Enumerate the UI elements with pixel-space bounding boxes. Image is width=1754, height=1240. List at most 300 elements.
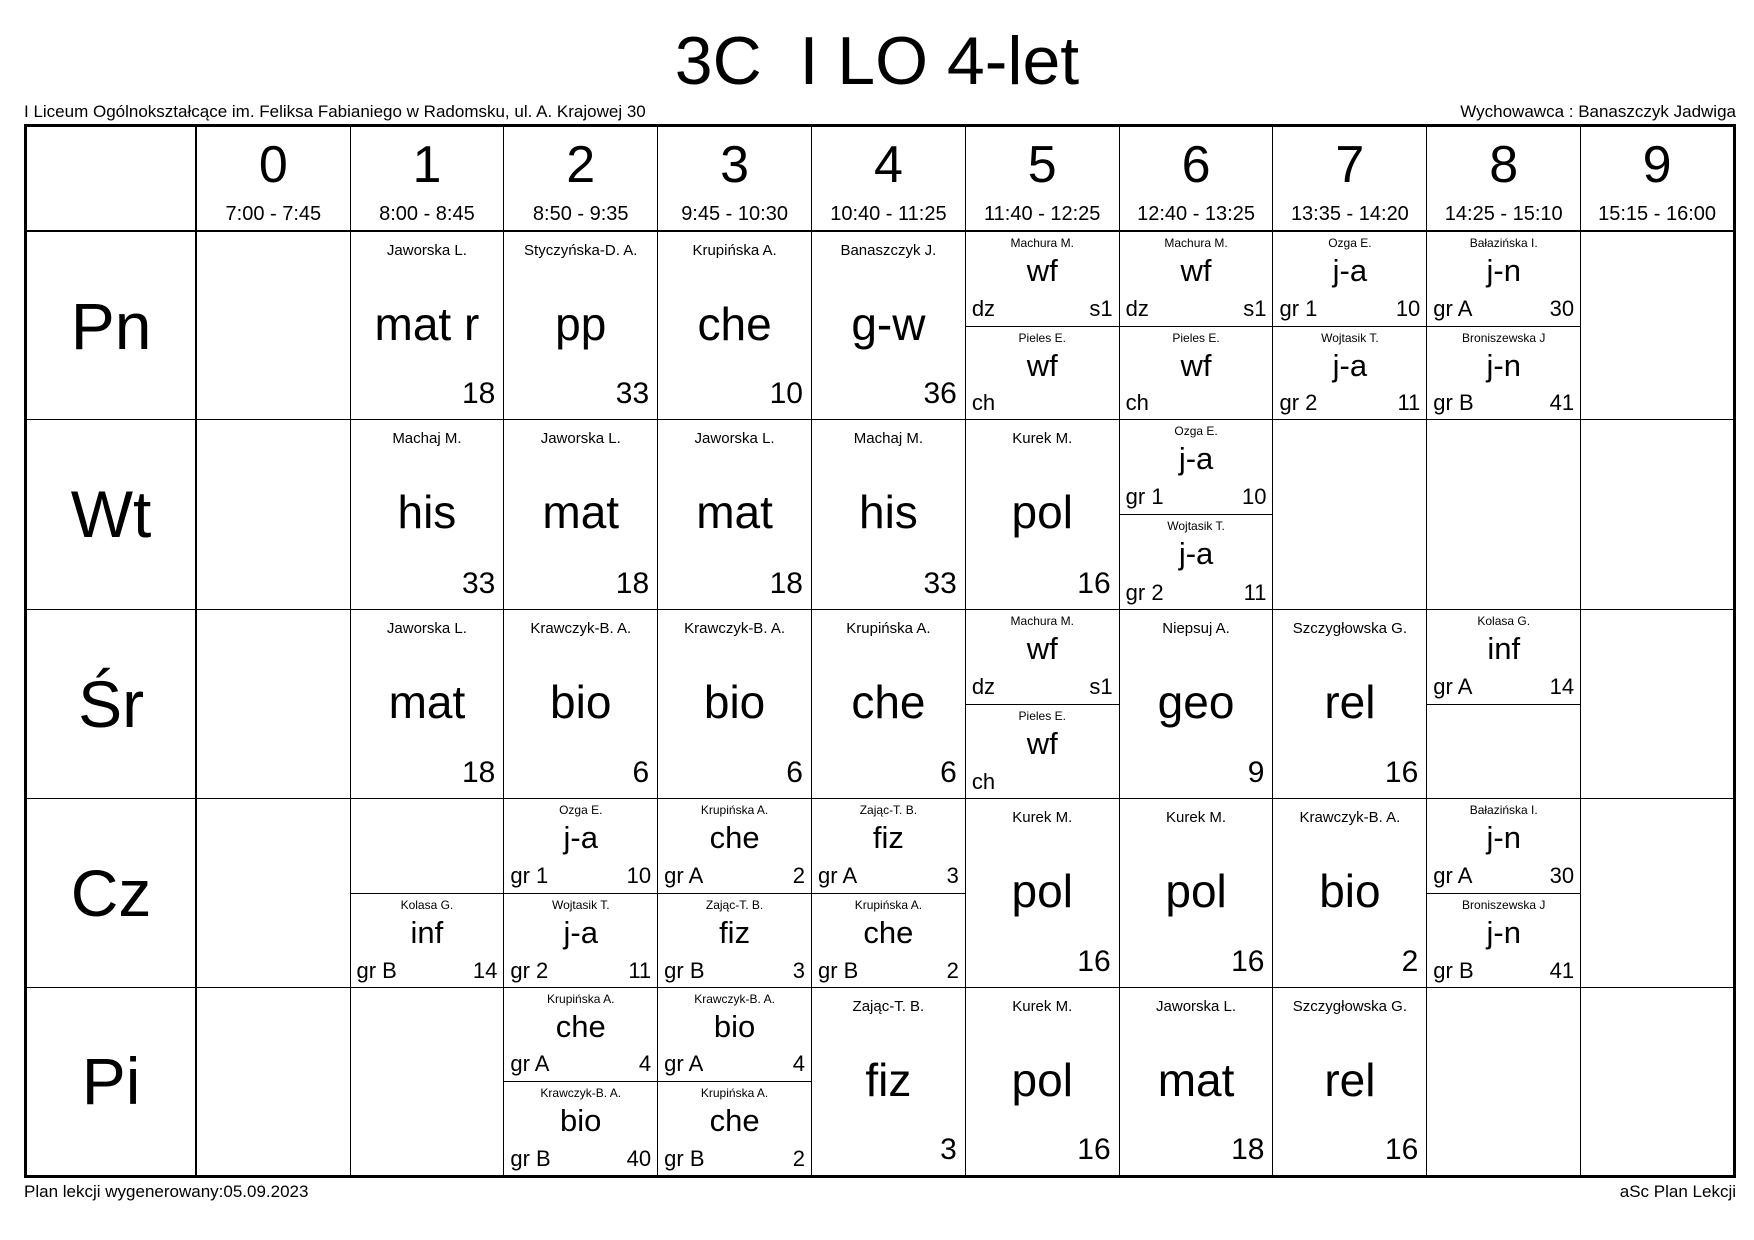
lesson-cell xyxy=(1273,987,1427,1176)
subject-name: j-a xyxy=(1178,536,1214,572)
teacher-name: Krawczyk-B. A. xyxy=(540,1086,622,1101)
lesson-cell xyxy=(811,987,965,1176)
room-number: 3 xyxy=(946,862,959,888)
teacher-name: Bałazińska I. xyxy=(1469,802,1538,817)
period-time: 9:45 - 10:30 xyxy=(681,202,788,225)
room-number: 16 xyxy=(1077,944,1111,978)
group-lesson xyxy=(966,232,1119,326)
period-time: 13:35 - 14:20 xyxy=(1290,202,1409,225)
room-number: 16 xyxy=(1077,566,1111,600)
lesson xyxy=(504,232,657,420)
lesson xyxy=(1120,799,1273,987)
teacher-name: Kolasa G. xyxy=(1477,613,1531,628)
group-label: ch xyxy=(971,390,996,416)
lesson xyxy=(504,420,657,608)
subject-name: che xyxy=(555,1008,606,1044)
teacher-name: Krupińska A. xyxy=(700,1086,769,1101)
period-number: 5 xyxy=(1027,136,1057,194)
room-number: 36 xyxy=(923,377,957,411)
period-number: 3 xyxy=(720,136,750,194)
day-cell xyxy=(26,231,197,420)
teacher-name: Szczygłowska G. xyxy=(1292,997,1407,1015)
teacher-name: Jaworska L. xyxy=(386,619,467,637)
day-name: Pi xyxy=(81,1044,141,1119)
period-number: 0 xyxy=(258,136,288,194)
subject-name: bio xyxy=(703,675,766,728)
room-number: s1 xyxy=(1089,295,1113,321)
teacher-name: Jaworska L. xyxy=(1156,997,1237,1015)
subject-name: wf xyxy=(1026,252,1058,288)
period-header xyxy=(196,126,350,231)
empty-cell xyxy=(196,231,350,420)
room-number: 16 xyxy=(1384,755,1419,789)
room-number: 2 xyxy=(1401,944,1419,978)
lesson xyxy=(504,610,657,798)
period-time: 11:40 - 12:25 xyxy=(984,202,1101,225)
room-number: 41 xyxy=(1549,390,1575,416)
room-number: 10 xyxy=(1395,295,1421,321)
teacher-name: Pieles E. xyxy=(1018,330,1066,345)
lesson-cell xyxy=(350,231,504,420)
empty-half xyxy=(351,799,504,893)
lesson xyxy=(812,988,965,1175)
room-number: 16 xyxy=(1077,1133,1111,1166)
lesson xyxy=(658,610,811,798)
teacher-name: Machura M. xyxy=(1164,235,1228,250)
teacher-name: Broniszewska J xyxy=(1462,897,1546,912)
group-lesson xyxy=(1120,326,1273,420)
group-label: ch xyxy=(1125,390,1149,416)
day-row xyxy=(26,420,1735,609)
period-header xyxy=(1119,126,1273,231)
subject-name: geo xyxy=(1157,675,1235,728)
teacher-name: Kurek M. xyxy=(1166,808,1227,826)
subject-name: che xyxy=(851,675,926,728)
subject-name: wf xyxy=(1180,347,1212,383)
group-lesson xyxy=(966,326,1119,420)
teacher-name: Krupińska A. xyxy=(692,241,777,259)
room-number: 6 xyxy=(632,755,650,789)
room-number: 33 xyxy=(615,377,650,411)
subject-name: pp xyxy=(555,297,607,350)
lesson-cell xyxy=(965,987,1119,1176)
room-number: 3 xyxy=(792,957,805,983)
lesson xyxy=(351,610,504,798)
group-lesson xyxy=(812,893,965,988)
teacher-name: Machaj M. xyxy=(392,430,462,448)
room-number: s1 xyxy=(1089,673,1113,699)
subject-name: g-w xyxy=(851,297,926,350)
teacher-name: Jaworska L. xyxy=(540,430,621,448)
room-number: 4 xyxy=(638,1051,652,1077)
teacher-name: Zając-T. B. xyxy=(705,897,764,912)
subject-name: his xyxy=(858,486,918,539)
day-cell xyxy=(26,987,197,1176)
period-time: 7:00 - 7:45 xyxy=(225,202,322,225)
lesson-cell xyxy=(1427,609,1581,798)
group-label: gr B xyxy=(510,1145,551,1171)
room-number: 18 xyxy=(769,566,803,600)
empty-cell xyxy=(1581,420,1735,609)
teacher-name: Krupińska A. xyxy=(700,802,769,817)
lesson-cell xyxy=(1119,798,1273,987)
subject-name: che xyxy=(697,297,772,350)
room-number: 10 xyxy=(1241,484,1267,510)
room-number: 14 xyxy=(1549,673,1575,699)
subject-name: j-a xyxy=(1332,347,1368,383)
subject-name: fiz xyxy=(719,914,751,950)
day-row xyxy=(26,798,1735,987)
subject-name: his xyxy=(397,486,457,539)
empty-cell xyxy=(1581,798,1735,987)
lesson xyxy=(351,420,504,608)
day-name: Pn xyxy=(70,288,152,363)
subject-name: pol xyxy=(1011,1053,1073,1106)
group-label: gr B xyxy=(1433,390,1474,416)
subject-name: che xyxy=(863,914,914,950)
period-time: 12:40 - 13:25 xyxy=(1137,202,1255,225)
room-number: 18 xyxy=(615,566,650,600)
room-number: 16 xyxy=(1231,944,1265,978)
subject-name: mat xyxy=(696,486,773,539)
timetable-body xyxy=(26,126,1735,1177)
empty-cell xyxy=(196,420,350,609)
teacher-name: Banaszczyk J. xyxy=(840,241,937,259)
lesson-cell xyxy=(965,798,1119,987)
lesson-cell xyxy=(504,420,658,609)
lesson-cell xyxy=(1273,231,1427,420)
empty-cell xyxy=(196,609,350,798)
subject-name: pol xyxy=(1011,864,1073,917)
period-header xyxy=(1581,126,1735,231)
teacher-name: Wojtasik T. xyxy=(1321,330,1379,345)
teacher-name: Pieles E. xyxy=(1018,708,1066,723)
teacher-name: Krupińska A. xyxy=(846,619,931,637)
empty-cell xyxy=(196,798,350,987)
group-lesson xyxy=(1427,799,1580,893)
lesson-cell xyxy=(658,420,812,609)
group-label: gr B xyxy=(817,957,859,983)
room-number: 33 xyxy=(923,566,957,600)
lesson-cell xyxy=(811,609,965,798)
subject-name: wf xyxy=(1026,347,1058,383)
room-number: 18 xyxy=(461,755,496,789)
group-lesson xyxy=(1120,420,1273,514)
lesson xyxy=(812,232,965,420)
period-time: 8:00 - 8:45 xyxy=(379,202,475,225)
day-cell xyxy=(26,609,197,798)
room-number: s1 xyxy=(1243,295,1267,321)
lesson-cell xyxy=(658,231,812,420)
subject-name: j-a xyxy=(563,914,598,950)
lesson-cell xyxy=(1427,798,1581,987)
room-number: 3 xyxy=(940,1133,957,1166)
room-number: 11 xyxy=(628,957,652,983)
subject-name: mat xyxy=(542,486,620,539)
group-label: gr A xyxy=(817,862,858,888)
corner-cell xyxy=(26,126,197,231)
teacher-name: Zając-T. B. xyxy=(859,802,918,817)
subject-name: che xyxy=(709,819,760,855)
lesson-cell xyxy=(811,231,965,420)
lesson-cell xyxy=(350,609,504,798)
group-label: gr B xyxy=(356,957,397,983)
period-header xyxy=(350,126,504,231)
group-label: gr 1 xyxy=(1125,484,1164,510)
lesson-cell xyxy=(1273,798,1427,987)
lesson-cell xyxy=(504,798,658,987)
lesson xyxy=(966,988,1119,1175)
teacher-name: Krawczyk-B. A. xyxy=(684,619,785,637)
lesson xyxy=(658,420,811,608)
school-name: I Liceum Ogólnokształcące im. Feliksa Fabianiego w Radomsku, ul. A. Krajowej 30 xyxy=(24,102,646,121)
lesson-cell xyxy=(1119,231,1273,420)
group-label: ch xyxy=(971,768,996,794)
teacher-name: Jaworska L. xyxy=(386,241,467,259)
group-label: gr A xyxy=(510,1051,550,1077)
day-name: Wt xyxy=(70,477,152,552)
empty-cell xyxy=(1427,420,1581,609)
group-lesson xyxy=(658,1081,811,1176)
room-number: 6 xyxy=(786,755,803,789)
subject-name: mat xyxy=(1157,1053,1235,1106)
lesson-cell xyxy=(811,420,965,609)
lesson-cell xyxy=(658,987,812,1176)
lesson-cell xyxy=(965,420,1119,609)
group-lesson xyxy=(504,1081,657,1176)
group-label: dz xyxy=(1125,295,1149,321)
teacher-name: Zając-T. B. xyxy=(852,997,925,1015)
teacher-name: Ozga E. xyxy=(1328,235,1372,250)
room-number: 11 xyxy=(1397,390,1421,416)
period-time: 14:25 - 15:10 xyxy=(1444,202,1563,225)
software-name: aSc Plan Lekcji xyxy=(1619,1182,1736,1201)
room-number: 2 xyxy=(792,1145,805,1171)
teacher-name: Kolasa G. xyxy=(400,897,454,912)
room-number: 11 xyxy=(1243,579,1267,605)
group-lesson xyxy=(1427,326,1580,420)
teacher-name: Bałazińska I. xyxy=(1469,235,1538,250)
empty-cell xyxy=(1581,231,1735,420)
teacher-name: Niepsuj A. xyxy=(1162,619,1230,637)
group-lesson xyxy=(1427,232,1580,326)
empty-cell xyxy=(350,987,504,1176)
lesson xyxy=(1273,799,1426,987)
group-label: dz xyxy=(971,295,996,321)
teacher-name: Machura M. xyxy=(1010,235,1074,250)
subject-name: pol xyxy=(1165,864,1227,917)
subject-name: inf xyxy=(410,914,444,950)
group-lesson xyxy=(1427,893,1580,988)
lesson-cell xyxy=(1119,420,1273,609)
group-label: gr B xyxy=(664,1145,705,1171)
subject-name: mat xyxy=(388,675,466,728)
homeroom-teacher: Wychowawca : Banaszczyk Jadwiga xyxy=(1460,102,1736,121)
subject-name: j-n xyxy=(1486,347,1521,383)
room-number: 16 xyxy=(1384,1133,1419,1166)
period-number: 4 xyxy=(873,136,903,194)
lesson-cell xyxy=(965,231,1119,420)
day-cell xyxy=(26,798,197,987)
group-label: gr A xyxy=(664,862,704,888)
group-lesson xyxy=(1120,232,1273,326)
period-number: 1 xyxy=(412,136,442,194)
lesson-cell xyxy=(658,609,812,798)
group-lesson xyxy=(658,799,811,893)
group-lesson xyxy=(966,610,1119,704)
subject-name: mat r xyxy=(374,297,480,350)
subject-name: rel xyxy=(1324,675,1376,728)
day-name: Śr xyxy=(78,666,145,741)
teacher-name: Machura M. xyxy=(1010,613,1074,628)
subject-name: fiz xyxy=(865,1053,912,1106)
period-number: 7 xyxy=(1335,136,1365,194)
group-label: gr A xyxy=(1433,295,1473,321)
teacher-name: Jaworska L. xyxy=(694,430,775,448)
lesson-cell xyxy=(658,798,812,987)
lesson xyxy=(966,799,1119,987)
lesson-cell xyxy=(350,798,504,987)
teacher-name: Krawczyk-B. A. xyxy=(1299,808,1401,826)
group-lesson xyxy=(504,988,657,1082)
lesson xyxy=(812,610,965,798)
group-label: gr A xyxy=(664,1051,704,1077)
subject-name: j-n xyxy=(1486,819,1521,855)
group-lesson xyxy=(504,893,657,988)
group-lesson xyxy=(504,799,657,893)
day-name: Cz xyxy=(70,855,152,930)
room-number: 6 xyxy=(940,755,957,789)
subject-name: bio xyxy=(550,675,612,728)
lesson xyxy=(351,232,504,420)
group-label: gr A xyxy=(1433,862,1473,888)
group-lesson xyxy=(1120,514,1273,609)
empty-cell xyxy=(1273,420,1427,609)
lesson-cell xyxy=(965,609,1119,798)
teacher-name: Krupińska A. xyxy=(854,897,923,912)
subject-name: j-n xyxy=(1486,252,1521,288)
day-row xyxy=(26,231,1735,420)
room-number: 30 xyxy=(1549,862,1575,888)
teacher-name: Szczygłowska G. xyxy=(1292,619,1407,637)
subject-name: wf xyxy=(1026,630,1058,666)
room-number: 9 xyxy=(1247,755,1265,789)
subject-name: fiz xyxy=(872,819,904,855)
subject-name: inf xyxy=(1487,630,1521,666)
period-header xyxy=(811,126,965,231)
period-time: 10:40 - 11:25 xyxy=(830,202,947,225)
group-label: gr A xyxy=(1433,673,1473,699)
period-header xyxy=(658,126,812,231)
lesson xyxy=(812,420,965,608)
group-label: gr 1 xyxy=(1279,295,1318,321)
subject-name: bio xyxy=(560,1103,602,1139)
subject-name: che xyxy=(709,1103,760,1139)
empty-cell xyxy=(1581,987,1735,1176)
teacher-name: Pieles E. xyxy=(1172,330,1220,345)
teacher-name: Wojtasik T. xyxy=(551,897,610,912)
lesson xyxy=(1120,988,1273,1175)
teacher-name: Krawczyk-B. A. xyxy=(530,619,632,637)
teacher-name: Krupińska A. xyxy=(547,991,615,1006)
period-number: 9 xyxy=(1642,136,1672,194)
group-lesson xyxy=(1273,232,1426,326)
teacher-name: Wojtasik T. xyxy=(1167,519,1225,534)
period-number: 2 xyxy=(566,136,596,194)
subject-name: bio xyxy=(1319,864,1381,917)
day-row xyxy=(26,609,1735,798)
teacher-name: Ozga E. xyxy=(559,802,603,817)
lesson-cell xyxy=(811,798,965,987)
room-number: 18 xyxy=(461,377,496,411)
generated-date: Plan lekcji wygenerowany:05.09.2023 xyxy=(24,1182,309,1201)
header-row xyxy=(26,126,1735,231)
timetable-grid xyxy=(24,124,1736,1178)
lesson xyxy=(1273,610,1426,798)
group-lesson xyxy=(1273,326,1426,420)
subject-name: rel xyxy=(1324,1053,1376,1106)
group-lesson xyxy=(658,988,811,1082)
teacher-name: Kurek M. xyxy=(1012,430,1073,448)
lesson-cell xyxy=(504,231,658,420)
room-number: 2 xyxy=(792,862,805,888)
subject-name: j-a xyxy=(563,819,598,855)
group-label: gr B xyxy=(1433,957,1474,983)
room-number: 30 xyxy=(1549,295,1575,321)
empty-cell xyxy=(1581,609,1735,798)
group-lesson xyxy=(351,893,504,988)
room-number: 2 xyxy=(946,957,959,983)
group-label: gr 2 xyxy=(1279,390,1318,416)
period-header xyxy=(1273,126,1427,231)
period-header xyxy=(504,126,658,231)
lesson xyxy=(1273,988,1426,1175)
teacher-name: Styczyńska-D. A. xyxy=(524,241,638,259)
period-time: 15:15 - 16:00 xyxy=(1598,202,1716,225)
period-header xyxy=(1427,126,1581,231)
room-number: 41 xyxy=(1549,957,1575,983)
teacher-name: Machaj M. xyxy=(853,430,923,448)
room-number: 4 xyxy=(792,1051,805,1077)
room-number: 33 xyxy=(461,566,496,600)
empty-cell xyxy=(196,987,350,1176)
room-number: 18 xyxy=(1231,1133,1265,1166)
period-time: 8:50 - 9:35 xyxy=(532,202,629,225)
lesson-cell xyxy=(1119,987,1273,1176)
room-number: 10 xyxy=(626,862,652,888)
period-header xyxy=(965,126,1119,231)
subject-name: wf xyxy=(1026,725,1058,761)
group-lesson xyxy=(812,799,965,893)
group-lesson xyxy=(966,704,1119,799)
room-number: 14 xyxy=(472,957,498,983)
subject-name: bio xyxy=(713,1008,756,1044)
period-number: 6 xyxy=(1181,136,1211,194)
group-label: dz xyxy=(971,673,996,699)
group-lesson xyxy=(1427,610,1580,704)
teacher-name: Broniszewska J xyxy=(1462,330,1546,345)
teacher-name: Kurek M. xyxy=(1012,997,1073,1015)
empty-half xyxy=(1427,704,1580,799)
day-cell xyxy=(26,420,197,609)
subject-name: j-a xyxy=(1178,441,1214,477)
room-number: 40 xyxy=(626,1145,652,1171)
group-label: gr 1 xyxy=(510,862,549,888)
day-row xyxy=(26,987,1735,1176)
room-number: 10 xyxy=(769,377,803,411)
period-number: 8 xyxy=(1489,136,1519,194)
teacher-name: Kurek M. xyxy=(1012,808,1073,826)
